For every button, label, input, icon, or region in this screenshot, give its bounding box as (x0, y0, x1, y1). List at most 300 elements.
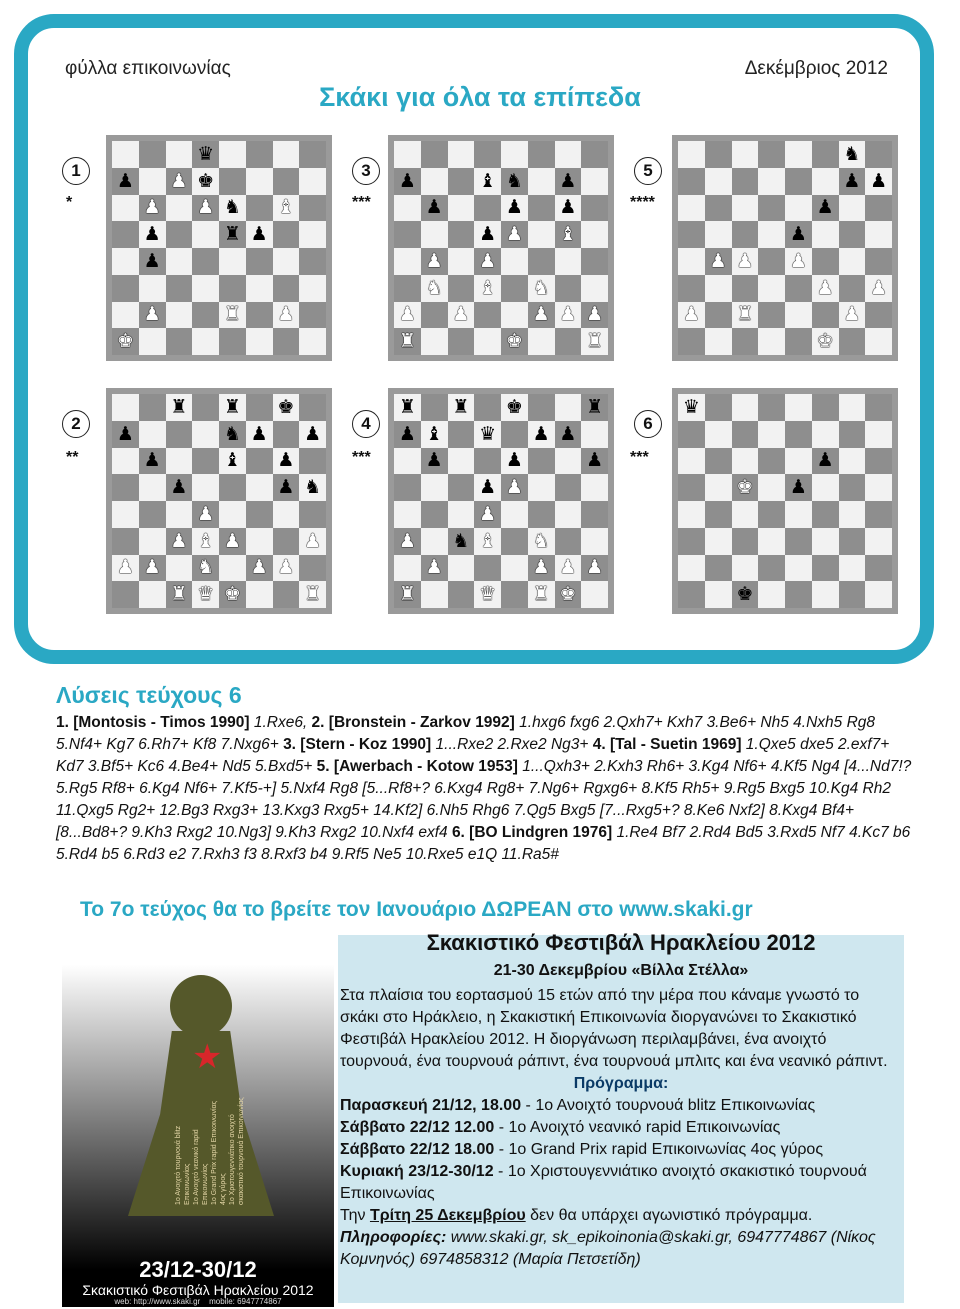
board-square (705, 221, 732, 248)
board-square (394, 474, 421, 501)
board-square (273, 302, 300, 329)
chess-piece-icon: ♞ (197, 557, 215, 579)
board-square (581, 275, 608, 302)
board-square (678, 528, 705, 555)
board-square (273, 555, 300, 582)
board-square (839, 221, 866, 248)
board-square (192, 275, 219, 302)
chess-board (672, 388, 898, 614)
chess-piece-icon: ♟ (870, 277, 888, 299)
board-square (678, 501, 705, 528)
board-square (273, 141, 300, 168)
chess-piece-icon: ♟ (398, 423, 416, 445)
board-square (501, 248, 528, 275)
board-square (555, 302, 582, 329)
board-square (474, 555, 501, 582)
board-square (758, 275, 785, 302)
chess-piece-icon: ♟ (505, 477, 523, 499)
board-square (299, 141, 326, 168)
board-square (448, 302, 475, 329)
chess-piece-icon: ♜ (304, 584, 322, 606)
board-square (192, 302, 219, 329)
board-square (192, 168, 219, 195)
newsletter-name: φύλλα επικοινωνίας (65, 58, 231, 79)
board-square (758, 394, 785, 421)
board-square (865, 421, 892, 448)
board-square (139, 555, 166, 582)
board-square (192, 474, 219, 501)
board-square (678, 275, 705, 302)
board-square (581, 448, 608, 475)
board-square (839, 528, 866, 555)
board-square (758, 555, 785, 582)
board-square (812, 248, 839, 275)
board-square (192, 555, 219, 582)
board-square (219, 221, 246, 248)
solution-moves: 1.Rxe6, (249, 714, 312, 731)
board-square (246, 421, 273, 448)
board-square (678, 581, 705, 608)
board-square (139, 528, 166, 555)
chess-piece-icon: ♚ (197, 170, 215, 192)
board-square (112, 248, 139, 275)
board-square (705, 302, 732, 329)
board-square (394, 302, 421, 329)
chess-piece-icon: ♟ (143, 250, 161, 272)
board-square (785, 448, 812, 475)
board-square (166, 394, 193, 421)
board-square (758, 421, 785, 448)
board-square (785, 168, 812, 195)
board-square (246, 448, 273, 475)
board-square (139, 328, 166, 355)
board-square (192, 501, 219, 528)
chess-piece-icon: ♟ (398, 170, 416, 192)
board-square (421, 474, 448, 501)
board-square (112, 528, 139, 555)
board-square (812, 168, 839, 195)
board-square (299, 221, 326, 248)
program-item: Παρασκευή 21/12, 18.00 - 1ο Ανοιχτό τουρνουά blitz Επικοινωνίας (340, 1097, 816, 1114)
board-square (865, 474, 892, 501)
board-square (166, 448, 193, 475)
board-square (246, 328, 273, 355)
board-square (394, 555, 421, 582)
no-games-note: Την Τρίτη 25 Δεκεμβρίου δεν θα υπάρχει αγωνιστικό πρόγραμμα. (340, 1207, 813, 1224)
board-square (219, 141, 246, 168)
board-square (555, 195, 582, 222)
board-square (219, 394, 246, 421)
board-square (139, 421, 166, 448)
board-square (394, 501, 421, 528)
board-square (112, 221, 139, 248)
board-square (678, 141, 705, 168)
festival-text (340, 985, 902, 1271)
board-square (421, 221, 448, 248)
board-square (273, 448, 300, 475)
chess-piece-icon: ♞ (532, 277, 550, 299)
chess-piece-icon: ♚ (736, 477, 754, 499)
chess-piece-icon: ♟ (277, 477, 295, 499)
board-square (166, 474, 193, 501)
board-square (785, 195, 812, 222)
board-square (112, 581, 139, 608)
solution-moves: 1.Qxe5 dxe5 2.exf7+ Kd7 3.Bf5+ Kc6 4.Be4+ Nd5 5.Bxd5+ (56, 736, 890, 775)
page-title: Σκάκι για όλα τα επίπεδα (319, 82, 641, 112)
chess-board (672, 135, 898, 361)
board-square (273, 501, 300, 528)
chess-piece-icon: ♟ (709, 250, 727, 272)
board-square (678, 421, 705, 448)
solution-moves: 1.hxg6 fxg6 2.Qxh7+ Kxh7 3.Be6+ Nh5 4.Nxh5 Rg8 5.Nf4+ Kg7 6.Rh7+ Kf8 7.Nxg6+ (56, 714, 876, 753)
chess-piece-icon: ♝ (425, 423, 443, 445)
festival-poster (62, 935, 334, 1307)
board-square (299, 275, 326, 302)
board-square (581, 555, 608, 582)
program-item: Σάββατο 22/12 18.00 - 1ο Grand Prix rapid Επικοινωνίας 4ος γύρος (340, 1141, 824, 1158)
board-square (865, 528, 892, 555)
board-square (112, 421, 139, 448)
board-square (501, 421, 528, 448)
board-square (581, 581, 608, 608)
solutions-heading: Λύσεις τεύχους 6 (56, 682, 242, 708)
board-square (785, 328, 812, 355)
chess-piece-icon: ♟ (277, 304, 295, 326)
promo-text: Το 7ο τεύχος θα το βρείτε τον Ιανουάριο ΔΩΡΕΑΝ στο www.skaki.gr (80, 898, 753, 921)
board-square (246, 581, 273, 608)
board-square (812, 328, 839, 355)
solution-game-header: 3. [Stern - Koz 1990] (283, 736, 432, 753)
board-square (421, 581, 448, 608)
board-square (812, 275, 839, 302)
puzzle-number: 1 (62, 157, 90, 185)
board-square (758, 501, 785, 528)
chess-piece-icon: ♟ (559, 197, 577, 219)
board-square (501, 221, 528, 248)
board-square (732, 302, 759, 329)
chess-piece-icon: ♜ (170, 584, 188, 606)
board-square (219, 195, 246, 222)
chess-piece-icon: ♟ (505, 224, 523, 246)
program-heading: Πρόγραμμα: (573, 1075, 669, 1092)
board-square (246, 528, 273, 555)
board-square (812, 528, 839, 555)
board-square (139, 474, 166, 501)
board-square (246, 302, 273, 329)
chess-piece-icon: ♟ (116, 423, 134, 445)
board-square (421, 302, 448, 329)
board-square (705, 195, 732, 222)
chess-piece-icon: ♝ (197, 530, 215, 552)
chess-piece-icon: ♚ (559, 584, 577, 606)
board-square (246, 394, 273, 421)
chess-piece-icon: ♟ (304, 423, 322, 445)
board-square (139, 221, 166, 248)
board-square (839, 141, 866, 168)
board-square (474, 394, 501, 421)
festival-intro: Στα πλαίσια του εορτασμού 15 ετών από την μέρα που κάναμε γνωστό το σκάκι στο Ηράκλειο, η Σκακιστική Επικοινωνία διοργανώνει το Σκακιστικό Φεστιβάλ Ηρακλείου 2012. Η διοργάνωση περιλαμβάνει, ένα ανοιχτό τουρνουά, ένα τουρνουά ράπιντ, ένα τουρνουά μπλιτς και ένα νεανικό ράπιντ. (340, 987, 888, 1070)
chess-piece-icon: ♚ (816, 331, 834, 353)
board-square (394, 141, 421, 168)
board-square (839, 421, 866, 448)
board-square (501, 275, 528, 302)
chess-piece-icon: ♟ (250, 557, 268, 579)
issue-date: Δεκέμβριος 2012 (744, 58, 888, 79)
board-square (705, 448, 732, 475)
festival-title: Σκακιστικό Φεστιβάλ Ηρακλείου 2012 (426, 930, 816, 955)
board-square (273, 528, 300, 555)
board-square (421, 501, 448, 528)
board-square (785, 275, 812, 302)
board-square (758, 448, 785, 475)
board-square (528, 302, 555, 329)
board-square (501, 501, 528, 528)
chess-piece-icon: ♚ (505, 331, 523, 353)
board-square (474, 421, 501, 448)
board-square (581, 248, 608, 275)
board-square (219, 421, 246, 448)
board-square (474, 302, 501, 329)
board-square (528, 394, 555, 421)
chess-piece-icon: ♞ (532, 530, 550, 552)
board-square (299, 581, 326, 608)
difficulty-stars: *** (630, 449, 649, 466)
chess-piece-icon: ♟ (116, 170, 134, 192)
board-square (192, 195, 219, 222)
board-square (219, 448, 246, 475)
board-square (812, 555, 839, 582)
chess-piece-icon: ♛ (479, 423, 497, 445)
board-square (758, 248, 785, 275)
board-square (166, 421, 193, 448)
board-square (394, 168, 421, 195)
chess-piece-icon: ♜ (223, 304, 241, 326)
board-square (219, 474, 246, 501)
chess-piece-icon: ♟ (816, 450, 834, 472)
board-square (528, 501, 555, 528)
chess-piece-icon: ♟ (479, 250, 497, 272)
board-square (555, 275, 582, 302)
chess-piece-icon: ♝ (223, 450, 241, 472)
board-square (448, 394, 475, 421)
board-square (705, 501, 732, 528)
board-square (139, 501, 166, 528)
board-square (812, 474, 839, 501)
board-square (528, 248, 555, 275)
board-square (246, 474, 273, 501)
chess-piece-icon: ♟ (116, 557, 134, 579)
poster-date: 23/12-30/12 (139, 1257, 257, 1282)
chess-piece-icon: ♛ (197, 143, 215, 165)
board-square (678, 555, 705, 582)
board-square (246, 501, 273, 528)
puzzle-number: 4 (352, 410, 380, 438)
chess-piece-icon: ♟ (532, 423, 550, 445)
chess-piece-icon: ♝ (559, 224, 577, 246)
board-square (474, 248, 501, 275)
board-square (865, 501, 892, 528)
chess-piece-icon: ♟ (789, 477, 807, 499)
board-square (785, 421, 812, 448)
difficulty-stars: *** (352, 194, 371, 211)
board-square (139, 394, 166, 421)
board-square (555, 221, 582, 248)
board-square (812, 195, 839, 222)
board-square (112, 394, 139, 421)
board-square (219, 555, 246, 582)
board-square (581, 328, 608, 355)
board-square (394, 328, 421, 355)
board-square (865, 448, 892, 475)
difficulty-stars: **** (630, 194, 655, 211)
chess-piece-icon: ♟ (559, 423, 577, 445)
chess-piece-icon: ♟ (425, 250, 443, 272)
board-square (678, 168, 705, 195)
board-square (421, 528, 448, 555)
board-square (192, 221, 219, 248)
board-square (732, 528, 759, 555)
chess-board (388, 388, 614, 614)
board-square (166, 302, 193, 329)
board-square (112, 555, 139, 582)
board-square (501, 302, 528, 329)
board-square (528, 528, 555, 555)
pawn-head-shape (170, 975, 232, 1037)
puzzle-number: 3 (352, 157, 380, 185)
board-square (732, 474, 759, 501)
board-square (812, 581, 839, 608)
board-square (192, 141, 219, 168)
chess-piece-icon: ♜ (398, 584, 416, 606)
board-square (758, 195, 785, 222)
board-square (273, 248, 300, 275)
board-square (448, 421, 475, 448)
chess-piece-icon: ♜ (736, 304, 754, 326)
board-square (192, 328, 219, 355)
board-square (219, 248, 246, 275)
board-square (528, 448, 555, 475)
board-square (474, 328, 501, 355)
board-square (139, 195, 166, 222)
board-square (705, 474, 732, 501)
board-square (581, 501, 608, 528)
board-square (812, 501, 839, 528)
board-square (732, 248, 759, 275)
solution-moves: 1.Re4 Bf7 2.Rd4 Bd5 3.Rxd5 Nf7 4.Kc7 b6 5.Rd4 b5 6.Rd3 e2 7.Rxh3 f3 8.Rxf3 b4 9.Rf5 Ne5 10.Rxe5 e1Q 11.Ra5# (56, 824, 911, 863)
chess-piece-icon: ♟ (143, 224, 161, 246)
board-square (299, 248, 326, 275)
chess-piece-icon: ♜ (586, 331, 604, 353)
board-square (732, 195, 759, 222)
board-square (528, 555, 555, 582)
board-square (812, 141, 839, 168)
board-square (273, 195, 300, 222)
board-square (273, 168, 300, 195)
board-square (528, 275, 555, 302)
chess-piece-icon: ♟ (789, 250, 807, 272)
board-square (299, 168, 326, 195)
board-square (839, 474, 866, 501)
board-square (219, 501, 246, 528)
board-square (812, 394, 839, 421)
board-square (448, 221, 475, 248)
board-square (273, 394, 300, 421)
board-square (474, 168, 501, 195)
board-square (732, 221, 759, 248)
board-square (732, 328, 759, 355)
board-square (448, 248, 475, 275)
board-square (758, 168, 785, 195)
board-square (501, 448, 528, 475)
board-square (421, 141, 448, 168)
board-square (732, 168, 759, 195)
board-square (112, 448, 139, 475)
poster-festival-name: Σκακιστικό Φεστιβάλ Ηρακλείου 2012 (82, 1282, 314, 1298)
solution-moves: 1...Qxh3+ 2.Kxh3 Rh6+ 3.Kg4 Nf6+ 4.Kf5 Ng4 [4...Nd7!? 5.Rg5 Rf8+ 6.Kg4 Nf6+ 7.Kf5-+] 5.Nxf4 Rg8 [5...Rf8+? 6.Kxg4 Rg8+ 7.Ng6+ Rgxg6+ 8.Kf5 Rh5+ 9.Rg5 Bxg5 10.Kg4 Rh2 11.Qxg5 Rg2+ 12.Bg3 Rxg3+ 13.Kxg3 Rxg5+ 14.Kf2] 6.Nh5 Rhg6 7.Qg5 Bxg5 [7...Rxg5+? 8.Ke6 Nxf2] 8.Kxg4 Bf4+ [8...Bd8+? 9.Kh3 Rxg2 10.Ng3] 9.Kh3 Rxg2 10.Nxf4 exf4 (56, 758, 912, 841)
board-square (474, 528, 501, 555)
board-square (758, 528, 785, 555)
board-square (555, 555, 582, 582)
board-square (448, 168, 475, 195)
chess-piece-icon: ♟ (170, 477, 188, 499)
board-square (581, 474, 608, 501)
board-square (732, 421, 759, 448)
board-square (865, 302, 892, 329)
program-item: Κυριακή 23/12-30/12 - 1ο Χριστουγεννιάτικο ανοιχτό σκακιστικό τουρνουά Επικοινωνίας (340, 1163, 867, 1202)
board-square (501, 581, 528, 608)
board-square (448, 581, 475, 608)
board-square (112, 168, 139, 195)
board-square (246, 248, 273, 275)
board-square (474, 141, 501, 168)
chess-piece-icon: ♟ (452, 304, 470, 326)
board-square (299, 195, 326, 222)
board-square (732, 141, 759, 168)
board-square (785, 474, 812, 501)
chess-piece-icon: ♜ (223, 224, 241, 246)
board-square (299, 501, 326, 528)
chess-piece-icon: ♟ (682, 304, 700, 326)
board-square (758, 581, 785, 608)
board-square (555, 394, 582, 421)
board-square (394, 528, 421, 555)
chess-piece-icon: ♟ (479, 224, 497, 246)
board-square (166, 168, 193, 195)
board-square (555, 421, 582, 448)
chess-piece-icon: ♟ (143, 197, 161, 219)
board-square (555, 141, 582, 168)
chess-piece-icon: ♟ (586, 450, 604, 472)
board-square (678, 328, 705, 355)
board-square (166, 328, 193, 355)
board-square (839, 248, 866, 275)
board-square (785, 248, 812, 275)
board-square (865, 328, 892, 355)
board-square (394, 195, 421, 222)
board-square (394, 248, 421, 275)
board-square (581, 302, 608, 329)
board-square (812, 448, 839, 475)
board-square (448, 275, 475, 302)
board-square (448, 328, 475, 355)
board-square (839, 581, 866, 608)
board-square (501, 195, 528, 222)
board-square (528, 421, 555, 448)
board-square (112, 141, 139, 168)
board-square (421, 275, 448, 302)
board-square (394, 581, 421, 608)
contact-info: Πληροφορίες: www.skaki.gr, sk_epikoinonia@skaki.gr, 6947774867 (Νίκος Κομνηνός) 6974858312 (Μαρία Πετσετίδη) (340, 1229, 876, 1268)
